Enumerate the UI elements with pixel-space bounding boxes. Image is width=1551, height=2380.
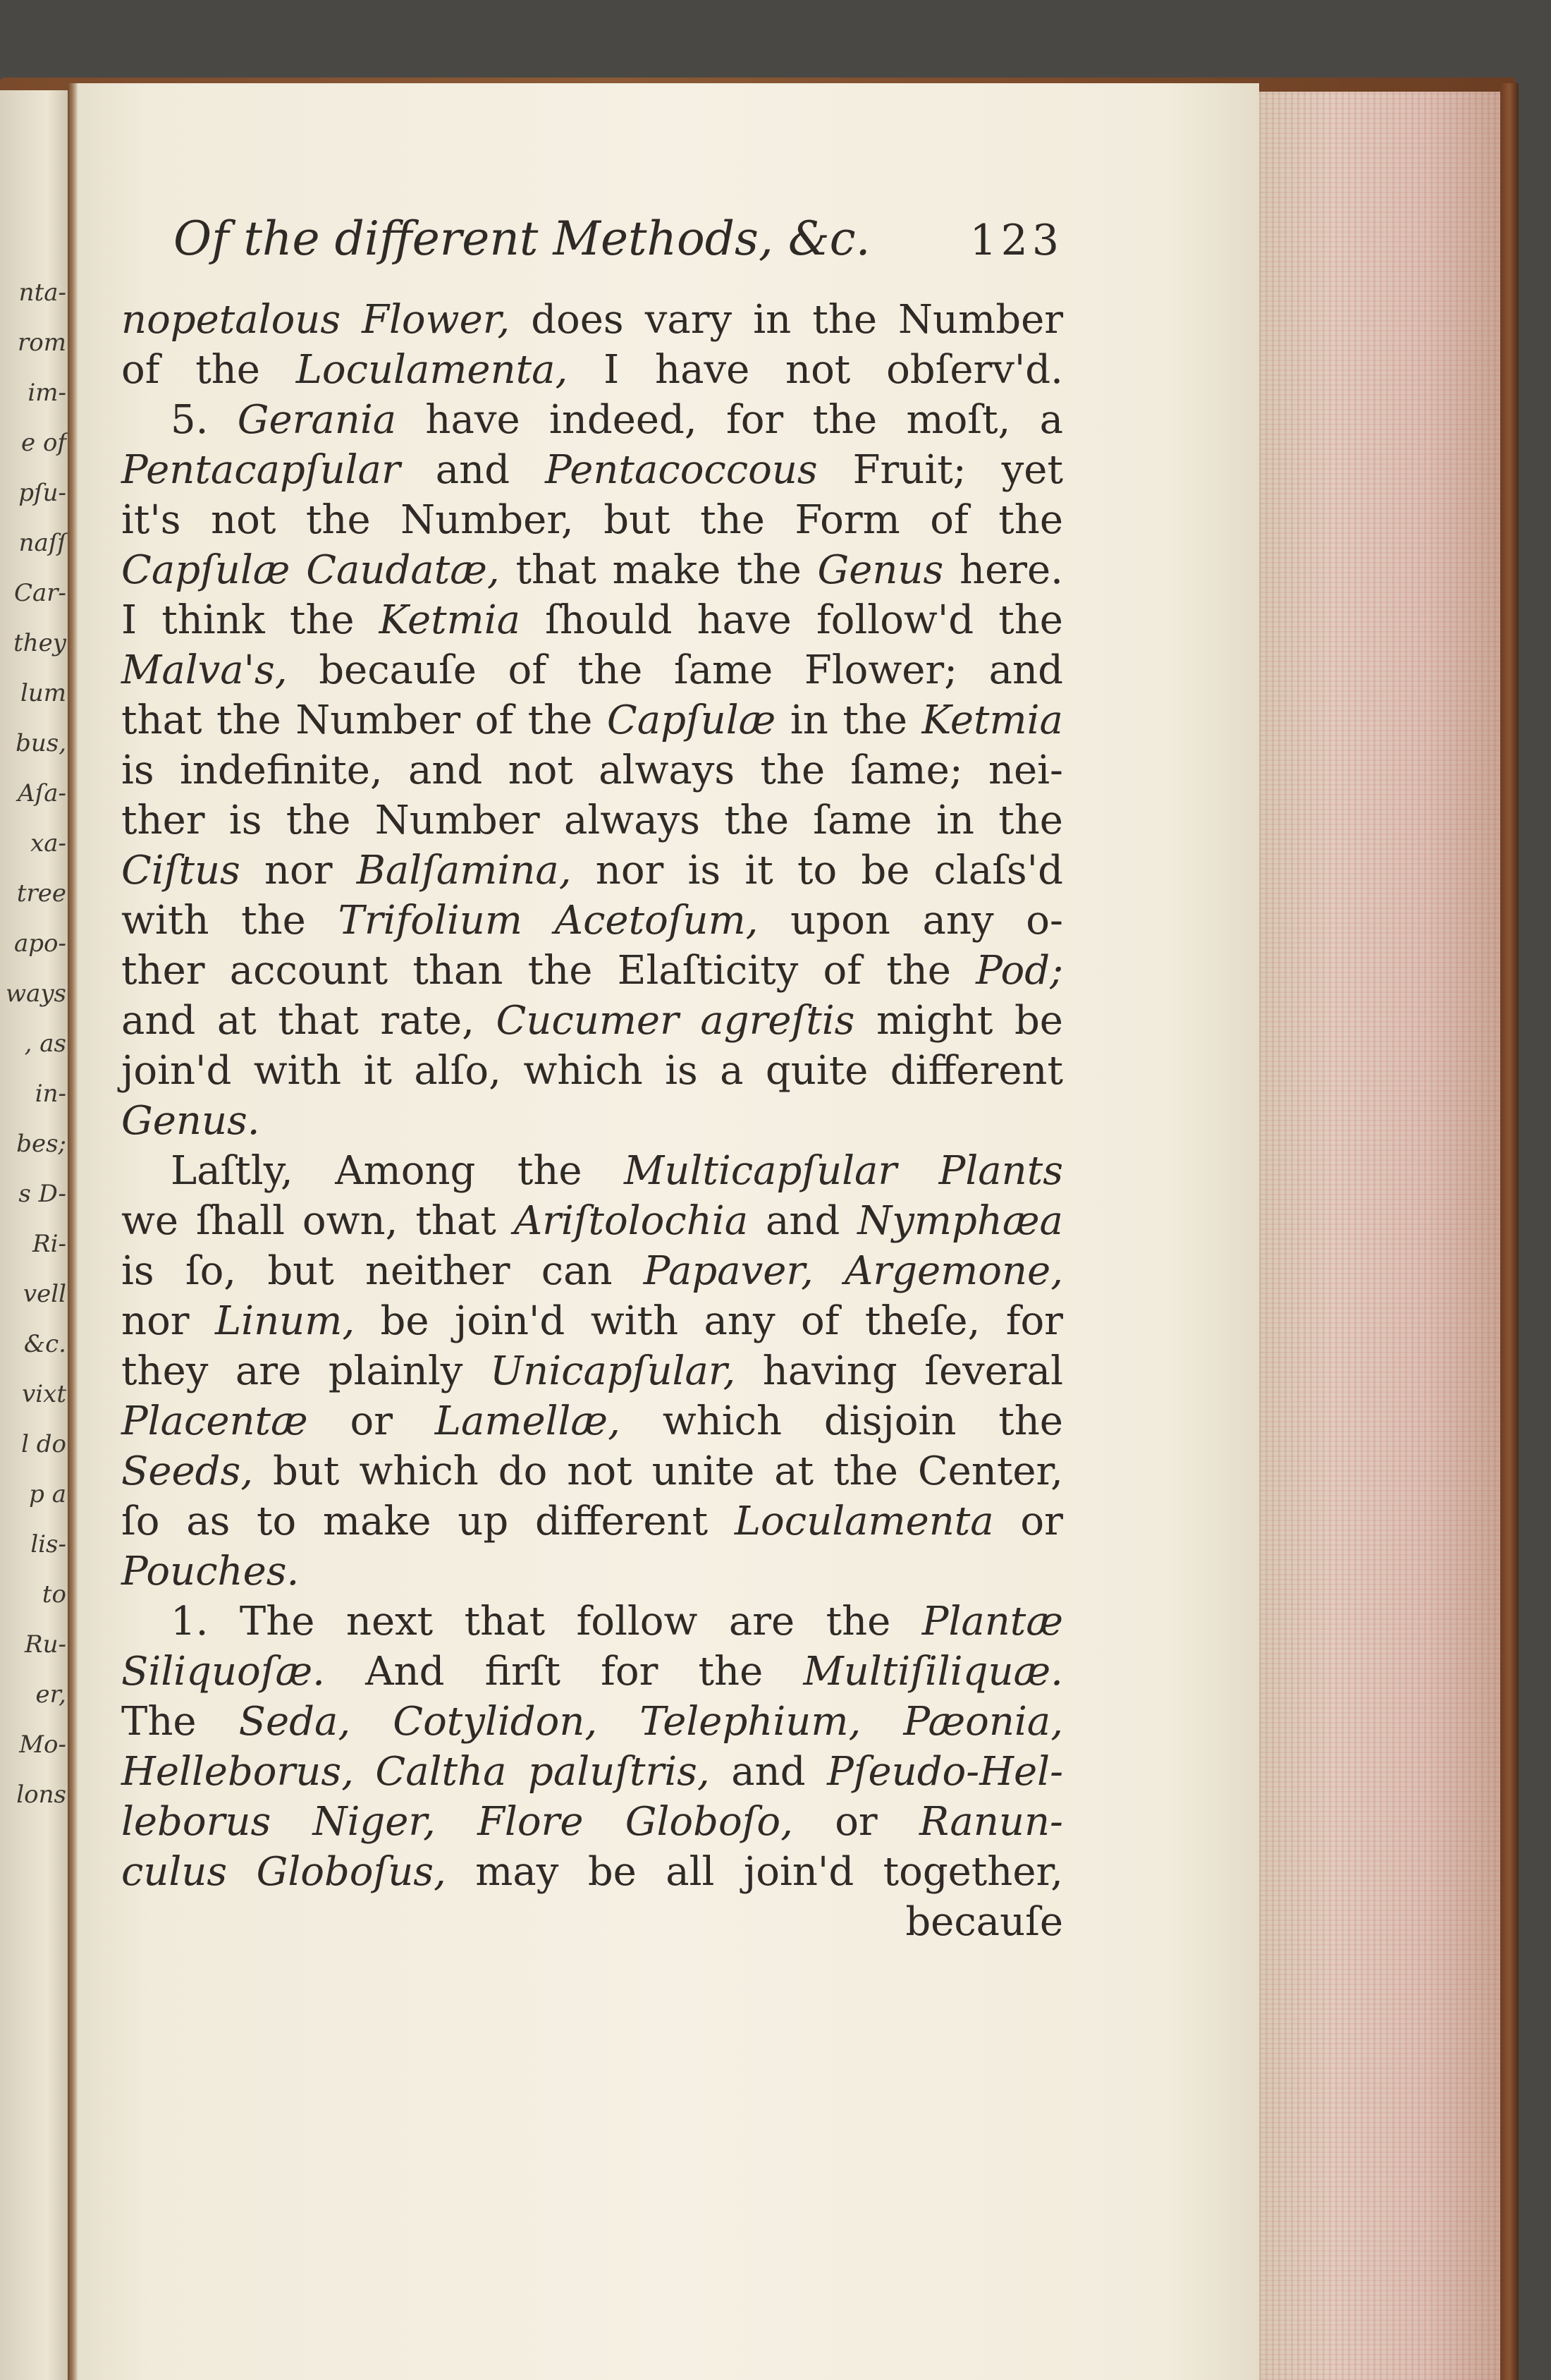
word: not <box>508 747 573 793</box>
italic-word: Niger, <box>312 1799 436 1845</box>
word: can <box>541 1248 613 1294</box>
italic-word: Capſulæ <box>606 697 776 743</box>
text-line <box>121 1296 1063 1346</box>
word: ſame <box>673 647 773 693</box>
word: follow <box>576 1599 698 1644</box>
text-line <box>121 846 1063 896</box>
italic-word: Papaver, <box>643 1248 814 1294</box>
word: not <box>211 497 276 543</box>
word: be <box>380 1298 429 1344</box>
text-line <box>121 745 1063 795</box>
word: claſs'd <box>933 848 1063 893</box>
word: follow'd <box>816 597 974 643</box>
word: and <box>121 998 196 1044</box>
facing-page-fragment: bes; <box>16 1130 66 1158</box>
word: together, <box>883 1849 1063 1895</box>
word: is <box>228 798 262 843</box>
word: rate, <box>380 998 474 1044</box>
word: ſame <box>813 798 912 843</box>
word: the <box>724 798 789 843</box>
word: have <box>697 597 792 643</box>
word: at <box>216 998 257 1044</box>
word: the <box>998 497 1063 543</box>
italic-word: Globoſus, <box>256 1849 446 1895</box>
italic-word: Plants <box>938 1148 1063 1194</box>
word: or <box>1020 1499 1063 1544</box>
facing-page-fragment: vell <box>23 1280 66 1308</box>
italic-word: Siliquoſæ. <box>121 1649 325 1695</box>
italic-word: Unicapſular, <box>489 1348 736 1394</box>
word: the <box>886 948 951 994</box>
word: ſhall <box>195 1198 285 1244</box>
word: nor <box>264 848 333 893</box>
word: the <box>527 697 593 743</box>
word: of <box>823 948 862 994</box>
italic-word: culus <box>121 1849 228 1895</box>
word: unite <box>651 1448 755 1494</box>
text-line <box>121 795 1063 846</box>
word: o- <box>1026 898 1063 944</box>
text-line <box>121 1196 1063 1246</box>
word: with <box>590 1298 679 1344</box>
word: or <box>835 1799 878 1845</box>
text-line <box>121 1446 1063 1496</box>
facing-page-fragment: they <box>13 629 66 657</box>
italic-word: leborus <box>121 1799 271 1845</box>
word: of <box>508 647 546 693</box>
word: join'd <box>454 1298 565 1344</box>
word: indefinite, <box>179 747 383 793</box>
italic-word: Seeds, <box>121 1448 254 1494</box>
facing-page-fragment: xa- <box>30 829 66 858</box>
text-line <box>121 1496 1063 1546</box>
text-line <box>121 1396 1063 1446</box>
text-line <box>121 1146 1063 1196</box>
italic-word: Pſeudo-Hel- <box>827 1749 1063 1795</box>
word: Number, <box>400 497 574 543</box>
text-line <box>121 445 1063 495</box>
word: have <box>655 347 750 393</box>
word: alſo, <box>414 1048 501 1094</box>
word: with <box>121 898 209 944</box>
word: which <box>359 1448 479 1494</box>
facing-page-fragment: lons <box>16 1781 66 1809</box>
italic-word: Helleborus, <box>121 1749 354 1795</box>
page-gutter <box>68 83 78 2380</box>
word: the <box>698 1649 764 1695</box>
word: for <box>601 1649 658 1695</box>
word: the <box>286 798 351 843</box>
word: not <box>567 1448 632 1494</box>
word: which <box>523 1048 643 1094</box>
word: Number <box>898 297 1063 343</box>
word: I <box>121 597 137 643</box>
word: the <box>826 1599 891 1644</box>
word: is <box>687 848 721 893</box>
word: Number <box>295 697 461 743</box>
italic-word: Acetoſum, <box>554 898 759 944</box>
word: that <box>278 998 359 1044</box>
word: different <box>890 1048 1063 1094</box>
word: that <box>515 547 596 593</box>
word: own, <box>302 1198 398 1244</box>
italic-word: Lamellæ, <box>434 1398 620 1444</box>
word: join'd <box>743 1849 854 1895</box>
word: to <box>797 848 838 893</box>
word: Elaſticity <box>617 948 799 994</box>
word: a <box>720 1048 744 1094</box>
word: but <box>273 1448 340 1494</box>
word: nor <box>595 848 664 893</box>
page-number: 123 <box>969 216 1063 265</box>
word: The <box>121 1699 197 1745</box>
word: 1. <box>171 1599 209 1644</box>
word: the <box>998 798 1063 843</box>
italic-word: Cotylidon, <box>393 1699 598 1745</box>
word: of <box>474 697 514 743</box>
italic-word: Flore <box>477 1799 584 1845</box>
word: is <box>121 1248 154 1294</box>
italic-word: Caudatæ, <box>306 547 500 593</box>
italic-word: Genus <box>817 547 944 593</box>
italic-word: Ranun- <box>919 1799 1063 1845</box>
word: be <box>1014 998 1063 1044</box>
italic-word: Pentacoccous <box>545 447 818 493</box>
word: as <box>186 1499 231 1544</box>
word: and <box>988 647 1063 693</box>
facing-page-fragment: rom <box>18 329 66 357</box>
word: does <box>531 297 624 343</box>
word: theſe, <box>864 1298 981 1344</box>
facing-page-fragment: Mo- <box>19 1731 66 1759</box>
word: it <box>744 848 773 893</box>
word: a <box>1039 397 1063 443</box>
word: may <box>475 1849 559 1895</box>
running-head: Of the different Methods, &c. <box>173 212 871 266</box>
word: in <box>753 297 792 343</box>
text-line <box>121 896 1063 946</box>
facing-page-fragment: Ru- <box>25 1630 66 1659</box>
word: Fruit; <box>852 447 967 493</box>
word: And <box>365 1649 445 1695</box>
facing-page-fragment: tree <box>16 879 66 908</box>
word: and <box>407 747 483 793</box>
italic-word: Balſamina, <box>356 848 572 893</box>
word: upon <box>790 898 890 944</box>
text-line <box>121 1346 1063 1396</box>
word: the <box>812 397 878 443</box>
facing-page-edge <box>0 90 68 2380</box>
text-line <box>121 1647 1063 1697</box>
italic-word: Argemone, <box>844 1248 1063 1294</box>
word: quite <box>765 1048 869 1094</box>
word: and <box>731 1749 806 1795</box>
facing-page-fragment: e of <box>21 429 66 457</box>
word: make <box>612 547 721 593</box>
facing-page-fragment: im- <box>27 379 66 407</box>
word: it <box>363 1048 392 1094</box>
facing-page-fragment: p a <box>29 1480 66 1508</box>
word: indeed, <box>548 397 697 443</box>
word: and <box>435 447 510 493</box>
facing-page-fragment: Ri- <box>32 1230 66 1258</box>
word: the <box>195 347 260 393</box>
word: do <box>498 1448 548 1494</box>
text-line <box>121 645 1063 695</box>
word: disjoin <box>823 1398 957 1444</box>
word: ſeveral <box>924 1348 1063 1394</box>
word: any <box>704 1298 776 1344</box>
text-line <box>121 1046 1063 1096</box>
word: which <box>662 1398 783 1444</box>
word: always <box>563 798 700 843</box>
text-line <box>121 1847 1063 1897</box>
word: any <box>922 898 994 944</box>
facing-page-fragment: nta- <box>18 279 66 307</box>
word: Center, <box>917 1448 1063 1494</box>
word: in <box>790 697 828 743</box>
word: Laſtly, <box>171 1148 293 1194</box>
text-line <box>121 946 1063 996</box>
italic-word: Loculamenta <box>734 1499 994 1544</box>
facing-page-fragment: &c. <box>23 1330 66 1358</box>
facing-page-fragment: apo- <box>14 929 66 958</box>
word: ſhould <box>545 597 673 643</box>
word: firſt <box>484 1649 560 1695</box>
italic-word: Multicapſular <box>624 1148 897 1194</box>
word: different <box>534 1499 709 1544</box>
italic-word: Globoſo, <box>625 1799 793 1845</box>
facing-page-fragment: s D- <box>18 1180 66 1208</box>
word: is <box>121 747 154 793</box>
italic-word: nopetalous <box>121 297 341 343</box>
word: but <box>603 497 670 543</box>
word: they <box>121 1348 209 1394</box>
word: account <box>229 948 388 994</box>
catchword: becauſe <box>905 1899 1063 1945</box>
word: is <box>665 1048 698 1094</box>
italic-word: Multiſiliquæ. <box>803 1649 1063 1695</box>
word: yet <box>1001 447 1063 493</box>
word: the <box>998 597 1063 643</box>
text-line <box>121 495 1063 545</box>
facing-page-fragment: lum <box>20 679 66 707</box>
word: Number <box>374 798 540 843</box>
italic-word: Linum, <box>214 1298 355 1344</box>
italic-word: Cucumer <box>496 998 679 1044</box>
facing-page-fragment: vixt <box>22 1380 66 1408</box>
word: think <box>161 597 265 643</box>
word: becauſe <box>319 647 477 693</box>
word: to <box>257 1499 297 1544</box>
word: with <box>253 1048 342 1094</box>
italic-word: Pæonia, <box>903 1699 1063 1745</box>
word: the <box>241 898 306 944</box>
word: I <box>603 347 620 393</box>
text-line <box>121 1096 1063 1146</box>
word: the <box>998 1398 1063 1444</box>
word: have <box>425 397 520 443</box>
text-line <box>121 345 1063 395</box>
text-line <box>121 595 1063 645</box>
facing-page-fragment: naſſ <box>18 529 66 557</box>
word: might <box>876 998 993 1044</box>
italic-word: Pouches. <box>121 1549 300 1594</box>
word: obſerv'd. <box>886 347 1063 393</box>
body-text <box>121 212 1063 1947</box>
facing-page-fragment: to <box>42 1580 66 1609</box>
word: the <box>760 747 826 793</box>
italic-word: Capſulæ <box>121 547 290 593</box>
text-line <box>121 395 1063 445</box>
italic-word: agreſtis <box>700 998 855 1044</box>
italic-word: Ketmia <box>921 697 1063 743</box>
text-line <box>121 695 1063 745</box>
italic-word: Ciſtus <box>121 848 240 893</box>
text-line <box>121 545 1063 595</box>
word: are <box>728 1599 795 1644</box>
italic-word: paluſtris, <box>528 1749 710 1795</box>
word: ſo <box>121 1499 160 1544</box>
page-block-edge <box>1259 92 1500 2380</box>
text-line <box>121 1797 1063 1847</box>
word: ſo, <box>185 1248 237 1294</box>
word: for <box>1005 1298 1063 1344</box>
facing-page-fragment: ways <box>5 980 66 1008</box>
italic-word: Pod; <box>976 948 1063 994</box>
word: ſame; <box>850 747 963 793</box>
italic-word: Trifolium <box>338 898 522 944</box>
word: up <box>458 1499 509 1544</box>
italic-word: Telephium, <box>639 1699 862 1745</box>
word: the <box>305 497 371 543</box>
facing-page-fragment: Aſa- <box>18 779 66 807</box>
italic-word: Malva's, <box>121 647 288 693</box>
word: nei- <box>988 747 1063 793</box>
word: plainly <box>328 1348 463 1394</box>
word: the <box>737 547 802 593</box>
word: ther <box>121 948 205 994</box>
text-line <box>121 1747 1063 1797</box>
word: are <box>235 1348 302 1394</box>
word: the <box>812 297 877 343</box>
facing-page-fragment: Car- <box>13 579 66 607</box>
italic-word: Flower, <box>362 297 510 343</box>
text-line <box>121 1546 1063 1597</box>
word: 5. <box>171 397 209 443</box>
italic-word: Seda, <box>238 1699 351 1745</box>
word: the <box>833 1448 898 1494</box>
word: for <box>725 397 784 443</box>
italic-word: Caltha <box>375 1749 507 1795</box>
word: the <box>289 597 355 643</box>
word: Form <box>795 497 900 543</box>
facing-page-fragment: bus, <box>16 729 66 757</box>
word: that <box>464 1599 546 1644</box>
word: but <box>267 1248 334 1294</box>
word: here. <box>960 547 1063 593</box>
word: having <box>762 1348 897 1394</box>
italic-word: Plantæ <box>921 1599 1063 1644</box>
italic-word: Nymphæa <box>857 1198 1063 1244</box>
word: The <box>239 1599 315 1644</box>
word: neither <box>364 1248 510 1294</box>
cover-spine-edge <box>1500 83 1519 2380</box>
text-line <box>121 1246 1063 1296</box>
word: vary <box>644 297 732 343</box>
word: of <box>121 347 160 393</box>
word: Flower; <box>804 647 958 693</box>
word: be <box>587 1849 637 1895</box>
word: or <box>350 1398 393 1444</box>
word: it's <box>121 497 181 543</box>
facing-page-fragment: in- <box>35 1080 66 1108</box>
facing-page-fragment: , as <box>24 1030 66 1058</box>
word: in <box>936 798 974 843</box>
word: next <box>345 1599 434 1644</box>
text-line <box>121 996 1063 1046</box>
word: the <box>577 647 643 693</box>
facing-page-fragment: pſu- <box>18 479 66 507</box>
text-line <box>121 295 1063 345</box>
italic-word: Genus. <box>121 1098 260 1144</box>
word: make <box>323 1499 431 1544</box>
word: the <box>216 697 281 743</box>
facing-page-fragment: l do <box>21 1430 66 1458</box>
word: the <box>527 948 593 994</box>
word: not <box>785 347 851 393</box>
word: than <box>412 948 503 994</box>
word: the <box>700 497 765 543</box>
italic-word: Pentacapſular <box>121 447 400 493</box>
word: be <box>861 848 910 893</box>
word: the <box>517 1148 582 1194</box>
catchword-line <box>121 1897 1063 1947</box>
facing-page-fragment: er, <box>35 1680 66 1709</box>
facing-page-fragment: lis- <box>30 1530 66 1558</box>
word: we <box>121 1198 179 1244</box>
word: of <box>930 497 969 543</box>
word: always <box>599 747 735 793</box>
italic-word: Loculamenta, <box>295 347 568 393</box>
word: moſt, <box>906 397 1011 443</box>
word: join'd <box>121 1048 232 1094</box>
word: at <box>774 1448 814 1494</box>
word: the <box>842 697 908 743</box>
italic-word: Ariſtolochia <box>513 1198 749 1244</box>
italic-word: Placentæ <box>121 1398 308 1444</box>
word: and <box>766 1198 840 1244</box>
italic-word: Ketmia <box>379 597 521 643</box>
word: all <box>666 1849 715 1895</box>
text-line <box>121 1597 1063 1647</box>
word: that <box>121 697 202 743</box>
text-line <box>121 1697 1063 1747</box>
word: that <box>415 1198 496 1244</box>
word: Among <box>335 1148 476 1194</box>
word: ther <box>121 798 205 843</box>
word: nor <box>121 1298 190 1344</box>
word: of <box>801 1298 840 1344</box>
italic-word: Gerania <box>237 397 397 443</box>
